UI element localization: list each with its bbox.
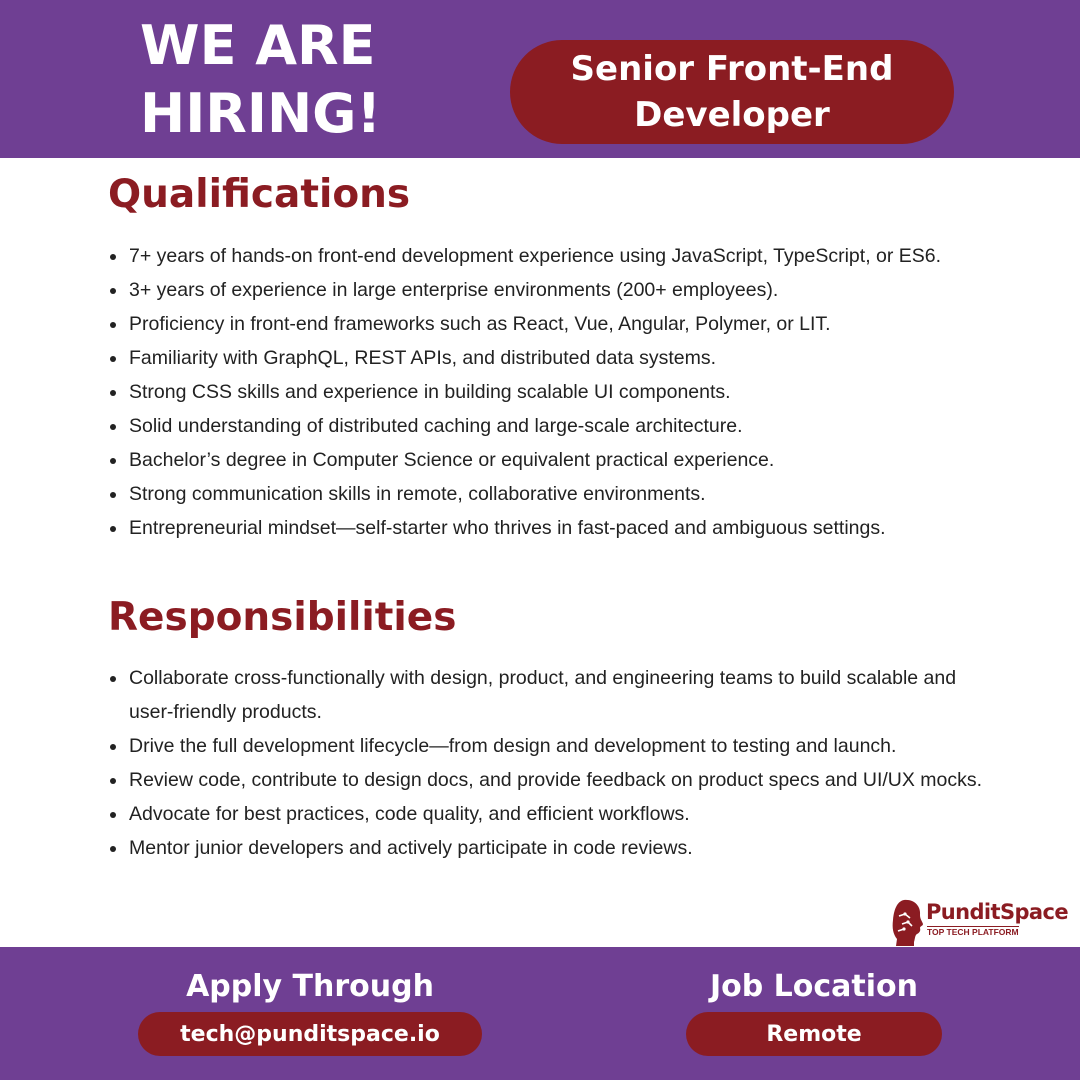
list-item: Familiarity with GraphQL, REST APIs, and distributed data systems. [108, 341, 988, 375]
list-item: Strong CSS skills and experience in building scalable UI components. [108, 375, 988, 409]
qualifications-heading: Qualifications [108, 172, 411, 217]
hiring-headline [140, 12, 460, 148]
list-item: Advocate for best practices, code quality, and efficient workflows. [108, 797, 988, 831]
list-item: Entrepreneurial mindset—self-starter who thrives in fast-paced and ambiguous settings. [108, 511, 988, 545]
punditspace-logo [890, 896, 1080, 948]
list-item: Strong communication skills in remote, collaborative environments. [108, 477, 988, 511]
responsibilities-list [108, 661, 988, 865]
list-item: 7+ years of hands-on front-end development experience using JavaScript, TypeScript, or ES6. [108, 239, 988, 273]
headline-line-1: WE ARE [140, 14, 376, 77]
list-item: Solid understanding of distributed caching and large-scale architecture. [108, 409, 988, 443]
list-item: Proficiency in front-end frameworks such as React, Vue, Angular, Polymer, or LIT. [108, 307, 988, 341]
list-item: Bachelor’s degree in Computer Science or equivalent practical experience. [108, 443, 988, 477]
list-item: Collaborate cross-functionally with design, product, and engineering teams to build scalable and user-friendly products. [108, 661, 988, 729]
list-item: 3+ years of experience in large enterprise environments (200+ employees). [108, 273, 988, 307]
header-banner [0, 0, 1080, 158]
location-label: Job Location [709, 969, 919, 1004]
logo-tagline: TOP TECH PLATFORM [927, 927, 1019, 937]
list-item: Drive the full development lifecycle—from design and development to testing and launch. [108, 729, 988, 763]
qualifications-list [108, 239, 988, 545]
job-title-line-2: Developer [634, 95, 830, 135]
apply-label: Apply Through [186, 969, 434, 1004]
footer-banner [0, 947, 1080, 1080]
responsibilities-heading: Responsibilities [108, 595, 457, 640]
headline-line-2: HIRING! [140, 82, 382, 145]
head-silhouette-icon [890, 898, 926, 948]
job-title-badge [510, 40, 954, 144]
apply-email-link[interactable]: tech@punditspace.io [138, 1012, 482, 1056]
list-item: Review code, contribute to design docs, and provide feedback on product specs and UI/UX mocks. [108, 763, 988, 797]
list-item: Mentor junior developers and actively participate in code reviews. [108, 831, 988, 865]
logo-name: PunditSpace [926, 900, 1068, 924]
location-badge: Remote [686, 1012, 942, 1056]
job-title-line-1: Senior Front-End [570, 49, 894, 89]
